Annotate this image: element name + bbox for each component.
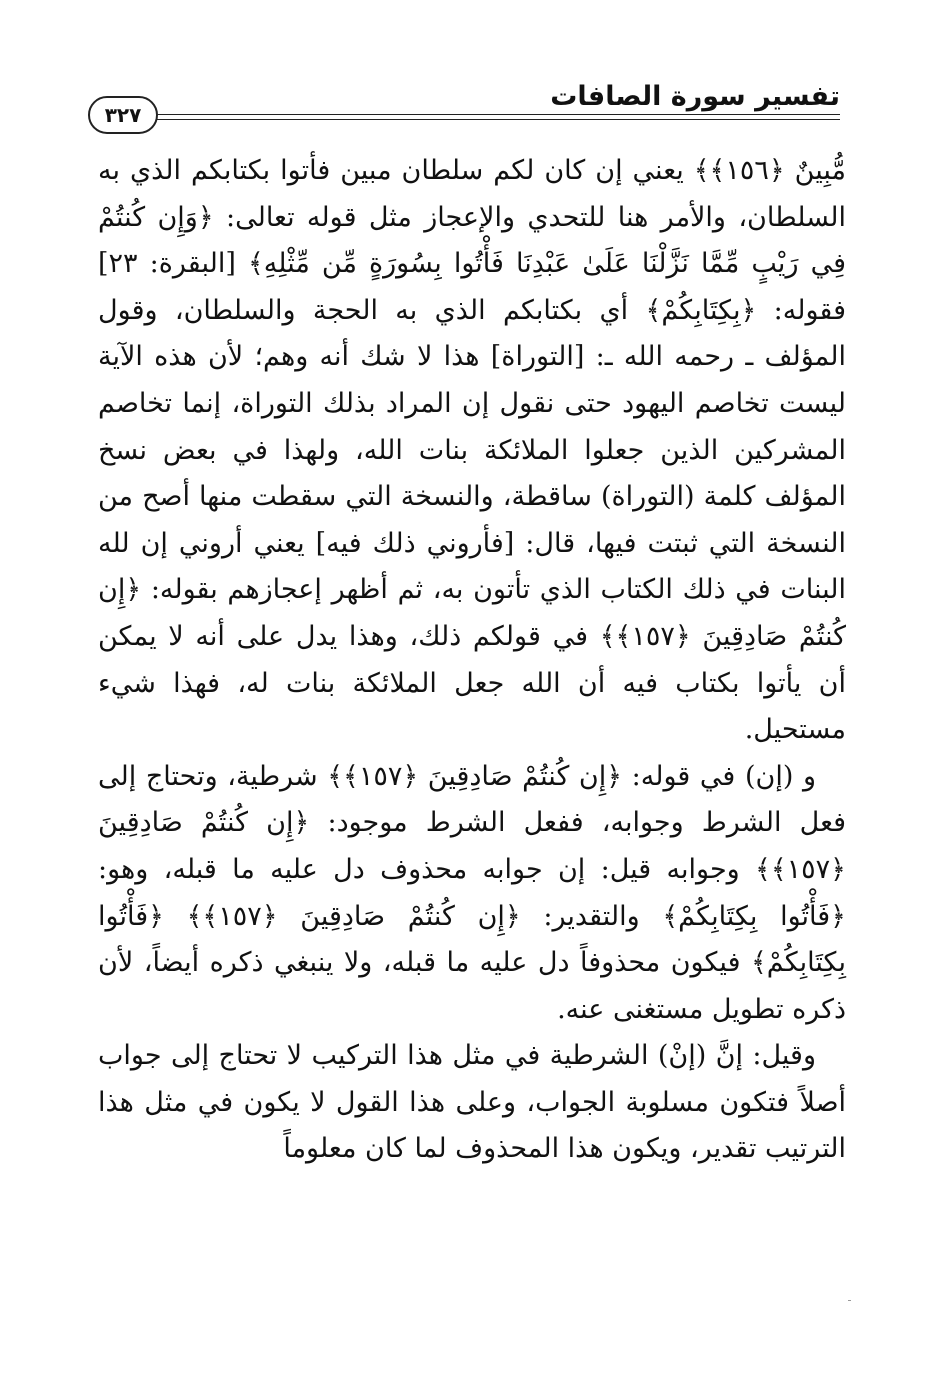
paragraph-1: مُّبِينٌ ﴿١٥٦﴾﴾ يعني إن كان لكم سلطان مبين فأتوا بكتابكم الذي به السلطان، والأمر هنا للتحدي والإعجاز مثل قوله تعالى: ﴿وَإِن كُنتُمْ فِي رَيْبٍ مِّمَّا نَزَّلْنَا عَلَىٰ عَبْدِنَا فَأْتُوا بِسُورَةٍ مِّن مِّثْلِهِ﴾ [البقرة: ٢٣] فقوله: ﴿بِكِتَابِكُمْ﴾ أي بكتابكم الذي به الحجة والسلطان، وقول المؤلف ـ رحمه الله ـ: [التوراة] هذا لا شك أنه وهم؛ لأن هذه الآية ليست تخاصم اليهود حتى نقول إن المراد بذلك التوراة، إنما تخاصم المشركين الذين جعلوا الملائكة بنات الله، ولهذا في بعض نسخ المؤلف كلمة (التوراة) ساقطة، والنسخة التي سقطت منها أصح من النسخة التي ثبتت فيها، قال: [فأروني ذلك فيه] يعني أروني إن لله البنات في ذلك الكتاب الذي تأتون به، ثم أظهر إعجازهم بقوله: ﴿إِن كُنتُمْ صَادِقِينَ ﴿١٥٧﴾﴾ في قولكم ذلك، وهذا يدل على أنه لا يمكن أن يأتوا بكتاب فيه أن الله جعل الملائكة بنات له، فهذا شيء مستحيل.	[98, 155, 847, 746]
page-header	[88, 74, 840, 134]
paragraph-2: و (إن) في قوله: ﴿إِن كُنتُمْ صَادِقِينَ ﴿١٥٧﴾﴾ شرطية، وتحتاج إلى فعل الشرط وجوابه، ففعل الشرط موجود: ﴿إِن كُنتُمْ صَادِقِينَ ﴿١٥٧﴾﴾ وجوابه قيل: إن جوابه محذوف دل عليه ما قبله، وهو: ﴿فَأْتُوا بِكِتَابِكُمْ﴾ والتقدير: ﴿إِن كُنتُمْ صَادِقِينَ ﴿١٥٧﴾﴾ ﴿فَأْتُوا بِكِتَابِكُمْ﴾ فيكون محذوفاً دل عليه ما قبله، ولا ينبغي ذكره أيضاً، لأن ذكره تطويل مستغنى عنه.	[98, 760, 846, 1025]
scan-speck	[848, 1300, 851, 1301]
paragraph-3: وقيل: إنَّ (إنْ) الشرطية في مثل هذا التركيب لا تحتاج إلى جواب أصلاً فتكون مسلوبة الجواب، وعلى هذا القول لا يكون في مثل هذا الترتيب تقدير، ويكون هذا المحذوف لما كان معلوماً	[98, 1040, 846, 1165]
body-text	[98, 148, 846, 1173]
running-title: تفسير سورة الصافات	[550, 81, 840, 112]
header-rule	[152, 114, 840, 120]
page-number: ٣٢٧	[88, 96, 158, 134]
